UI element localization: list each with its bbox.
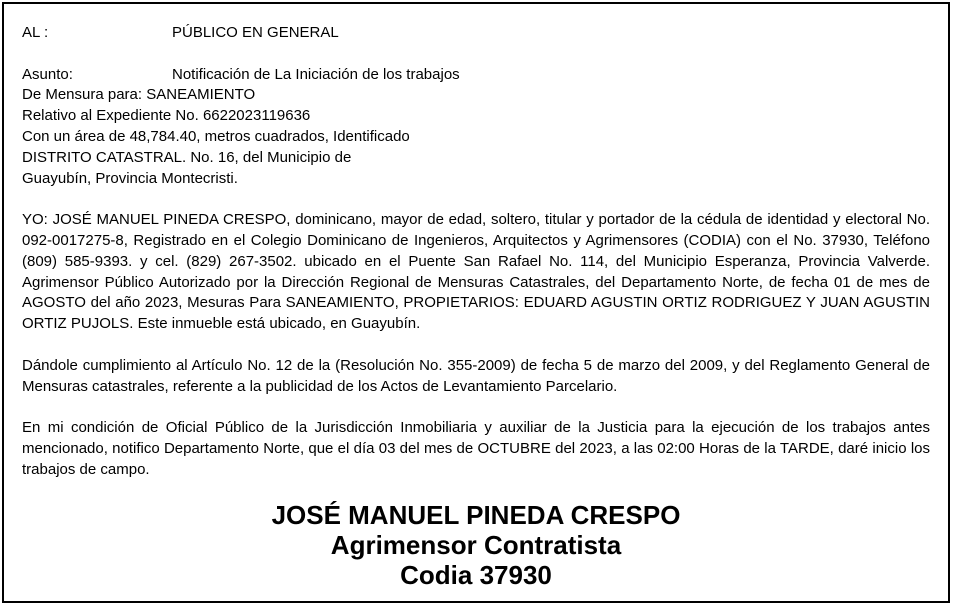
subject-label: Asunto: (22, 65, 73, 83)
spacer (22, 189, 930, 210)
signer-name: JOSÉ MANUEL PINEDA CRESPO (271, 500, 681, 530)
recipient-label: AL : (22, 24, 49, 41)
spacer (22, 44, 930, 65)
subject-value: Notificación de La Iniciación de los trabajos (172, 65, 460, 83)
detail-line-mensura: De Mensura para: SANEAMIENTO (22, 86, 256, 104)
signature-block (4, 500, 948, 590)
detail-line-expediente: Relativo al Expediente No. 6622023119636 (22, 107, 311, 125)
declaration-paragraph: YO: JOSÉ MANUEL PINEDA CRESPO, dominicano, mayor de edad, soltero, titular y portador de la cédula de identidad y electoral No. 092-0017275-8, Registrado en el Colegio Dominicano de Ingenieros, Arquitectos y Agrimensores (CODIA) con el No. 37930, Teléfono (809) 585-9393. y cel. (829) 267-3502. ubicado en el Puente San Rafael No. 114, del Municipio Esperanza, Provincia Valverde. Agrimensor Público Autorizado por la Dirección Regional de Mensuras Catastrales, del Departamento Norte, de fecha 01 de mes de AGOSTO del año 2023, Mesuras Para SANEAMIENTO, PROPIETARIOS: EDUARD AGUSTIN ORTIZ RODRIGUEZ Y JUAN AGUSTIN ORTIZ PUJOLS. Este inmueble está ubicado, en Guayubín. (22, 211, 930, 333)
signer-title: Agrimensor Contratista (330, 530, 622, 560)
signer-codia: Codia 37930 (400, 560, 552, 590)
notice-body (22, 23, 930, 481)
recipient-row (22, 23, 930, 44)
detail-line-provincia: Guayubín, Provincia Montecristi. (22, 169, 238, 187)
public-notice (2, 2, 950, 603)
notification-paragraph: En mi condición de Oficial Público de la Jurisdicción Inmobiliaria y auxiliar de la Justicia para la ejecución de los trabajos antes mencionado, notifico Departamento Norte, que el día 03 del mes de OCTUBRE del 2023, a las 02:00 Horas de la TARDE, daré inicio los trabajos de campo. (22, 419, 930, 478)
spacer (22, 335, 930, 356)
detail-line-area: Con un área de 48,784.40, metros cuadrados, Identificado (22, 127, 410, 145)
spacer (22, 397, 930, 418)
compliance-paragraph: Dándole cumplimiento al Artículo No. 12 de la (Resolución No. 355-2009) de fecha 5 de marzo del 2009, y del Reglamento General de Mensuras catastrales, referente a la publicidad de los Actos de Levantamiento Parcelario. (22, 356, 930, 395)
detail-line-distrito: DISTRITO CATASTRAL. No. 16, del Municipio de (22, 148, 352, 166)
recipient-value: PÚBLICO EN GENERAL (172, 24, 339, 41)
subject-row (22, 65, 930, 86)
